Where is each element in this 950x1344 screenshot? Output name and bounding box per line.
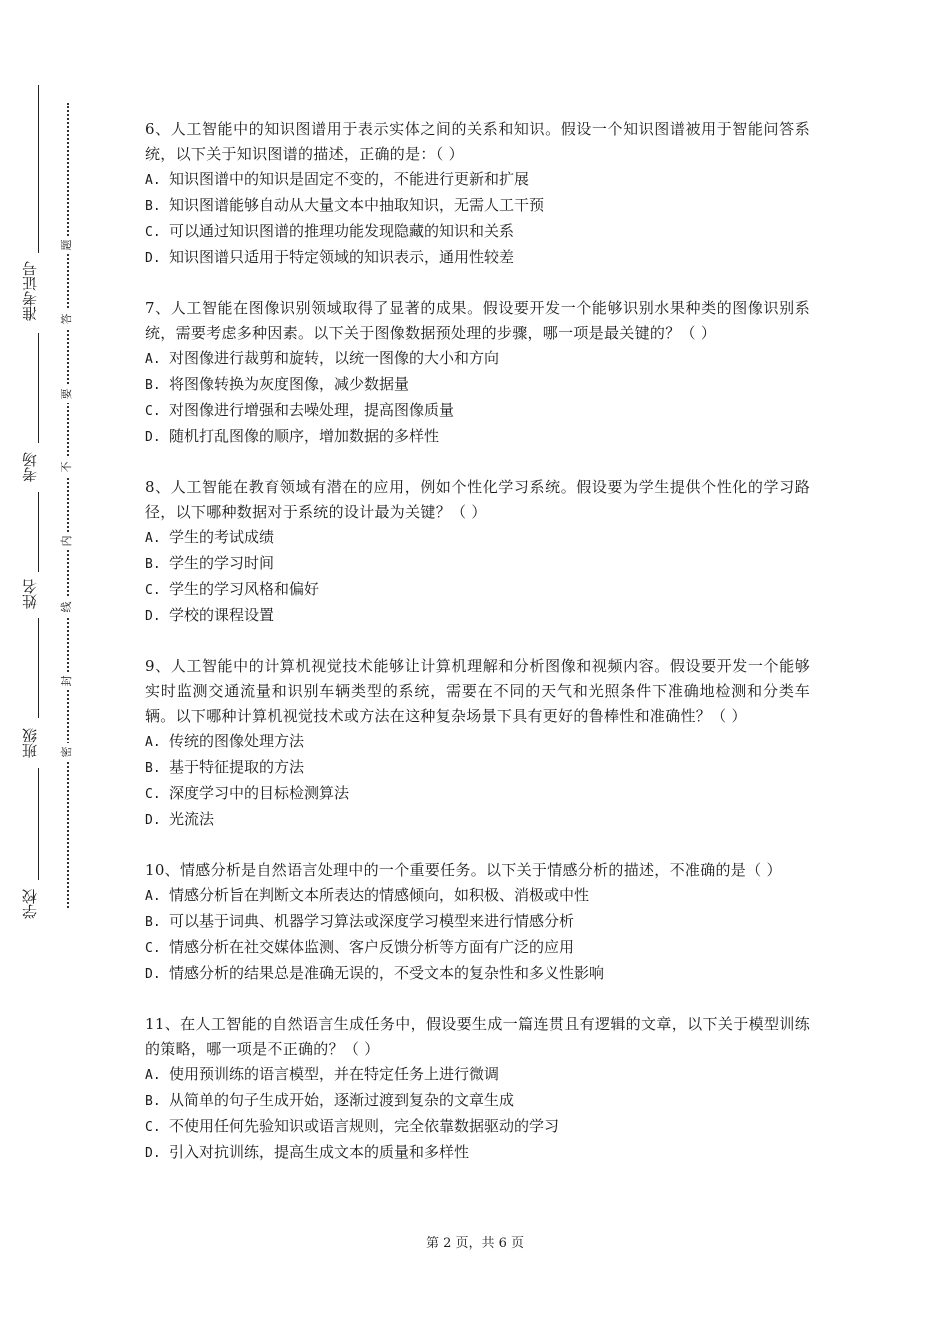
seal-char: 答 [58, 310, 76, 328]
page-number: 第 2 页，共 6 页 [425, 1236, 525, 1251]
option-text: 深度学习中的目标检测算法 [169, 784, 350, 802]
option-letter: D. [145, 1146, 161, 1161]
question-10 [145, 858, 810, 987]
option-letter: D. [145, 967, 161, 982]
option-letter: C. [145, 583, 161, 598]
seal-char: 题 [58, 236, 76, 254]
class-label: 班级 [21, 728, 39, 758]
option-letter: D. [145, 430, 161, 445]
option-d [145, 424, 810, 450]
option-text: 知识图谱能够自动从大量文本中抽取知识，无需人工干预 [169, 196, 545, 214]
question-stem: 6、人工智能中的知识图谱用于表示实体之间的关系和知识。假设一个知识图谱被用于智能问答系统，以下关于知识图谱的描述，正确的是：（ ） [145, 120, 810, 163]
name-label: 姓名 [21, 579, 39, 609]
option-b [145, 1088, 810, 1114]
option-b [145, 755, 810, 781]
option-letter: A. [145, 173, 161, 188]
option-text: 情感分析在社交媒体监测、客户反馈分析等方面有广泛的应用 [169, 938, 575, 956]
option-b [145, 372, 810, 398]
seal-dotted-line [67, 103, 69, 908]
option-letter: B. [145, 761, 161, 776]
question-8 [145, 475, 810, 629]
option-letter: C. [145, 941, 161, 956]
option-d [145, 807, 810, 833]
seal-char: 内 [58, 532, 76, 550]
option-letter: A. [145, 735, 161, 750]
seal-char: 封 [58, 672, 76, 690]
option-a [145, 525, 810, 551]
option-a [145, 167, 810, 193]
option-d [145, 603, 810, 629]
option-text: 知识图谱中的知识是固定不变的，不能进行更新和扩展 [169, 170, 530, 188]
option-letter: B. [145, 915, 161, 930]
option-c [145, 577, 810, 603]
option-a [145, 1062, 810, 1088]
option-a [145, 883, 810, 909]
option-c [145, 935, 810, 961]
seal-char: 线 [58, 598, 76, 616]
question-stem: 11、在人工智能的自然语言生成任务中，假设要生成一篇连贯且有逻辑的文章，以下关于模型训练的策略，哪一项是不正确的？（ ） [145, 1015, 810, 1058]
option-text: 学生的学习风格和偏好 [169, 580, 320, 598]
option-letter: C. [145, 1120, 161, 1135]
question-stem: 8、人工智能在教育领域有潜在的应用，例如个性化学习系统。假设要为学生提供个性化的学习路径，以下哪种数据对于系统的设计最为关键？（ ） [145, 478, 810, 521]
option-text: 引入对抗训练，提高生成文本的质量和多样性 [169, 1143, 470, 1161]
option-letter: C. [145, 225, 161, 240]
option-letter: B. [145, 199, 161, 214]
option-letter: B. [145, 378, 161, 393]
option-c [145, 1114, 810, 1140]
question-9 [145, 654, 810, 833]
option-text: 情感分析的结果总是准确无误的，不受文本的复杂性和多义性影响 [169, 964, 605, 982]
question-6 [145, 117, 810, 271]
option-c [145, 398, 810, 424]
exam-room-label: 考场 [21, 452, 39, 482]
option-text: 情感分析旨在判断文本所表达的情感倾向，如积极、消极或中性 [169, 886, 590, 904]
option-text: 基于特征提取的方法 [169, 758, 305, 776]
question-list [145, 117, 810, 1191]
option-d [145, 245, 810, 271]
binding-line-segment [38, 768, 39, 880]
option-b [145, 193, 810, 219]
question-stem: 9、人工智能中的计算机视觉技术能够让计算机理解和分析图像和视频内容。假设要开发一个能够实时监测交通流量和识别车辆类型的系统，需要在不同的天气和光照条件下准确地检测和分类车辆。以下哪种计算机视觉技术或方法在这种复杂场景下具有更好的鲁棒性和准确性？（ ） [145, 657, 810, 725]
option-text: 光流法 [169, 810, 215, 828]
option-letter: C. [145, 787, 161, 802]
option-letter: D. [145, 813, 161, 828]
binding-line-segment [38, 85, 39, 253]
option-text: 不使用任何先验知识或语言规则，完全依靠数据驱动的学习 [169, 1117, 560, 1135]
option-a [145, 729, 810, 755]
option-text: 学校的课程设置 [169, 606, 275, 624]
option-d [145, 961, 810, 987]
option-b [145, 909, 810, 935]
school-label: 学校 [21, 889, 39, 919]
option-c [145, 781, 810, 807]
seal-char: 不 [58, 458, 76, 476]
option-text: 使用预训练的语言模型，并在特定任务上进行微调 [169, 1065, 500, 1083]
option-text: 从简单的句子生成开始，逐渐过渡到复杂的文章生成 [169, 1091, 515, 1109]
option-text: 学生的考试成绩 [169, 528, 275, 546]
option-text: 学生的学习时间 [169, 554, 275, 572]
option-letter: C. [145, 404, 161, 419]
option-letter: B. [145, 1094, 161, 1109]
option-letter: A. [145, 1068, 161, 1083]
option-text: 随机打乱图像的顺序，增加数据的多样性 [169, 427, 440, 445]
option-d [145, 1140, 810, 1166]
option-text: 可以通过知识图谱的推理功能发现隐藏的知识和关系 [169, 222, 515, 240]
seal-char: 密 [58, 743, 76, 761]
question-11 [145, 1012, 810, 1166]
option-c [145, 219, 810, 245]
seal-char: 要 [58, 385, 76, 403]
binding-line-segment [38, 492, 39, 572]
option-letter: D. [145, 251, 161, 266]
option-text: 将图像转换为灰度图像，减少数据量 [169, 375, 410, 393]
binding-line-segment [38, 333, 39, 443]
option-text: 可以基于词典、机器学习算法或深度学习模型来进行情感分析 [169, 912, 575, 930]
option-text: 对图像进行增强和去噪处理，提高图像质量 [169, 401, 455, 419]
option-letter: A. [145, 352, 161, 367]
question-stem: 7、人工智能在图像识别领域取得了显著的成果。假设要开发一个能够识别水果种类的图像识别系统，需要考虑多种因素。以下关于图像数据预处理的步骤，哪一项是最关键的？（ ） [145, 299, 810, 342]
question-7 [145, 296, 810, 450]
option-letter: D. [145, 609, 161, 624]
exam-number-label: 准考证号 [21, 261, 39, 321]
option-b [145, 551, 810, 577]
option-letter: B. [145, 557, 161, 572]
option-text: 传统的图像处理方法 [169, 732, 305, 750]
option-text: 对图像进行裁剪和旋转，以统一图像的大小和方向 [169, 349, 500, 367]
option-letter: A. [145, 531, 161, 546]
binding-line-segment [38, 618, 39, 718]
option-text: 知识图谱只适用于特定领域的知识表示，通用性较差 [169, 248, 515, 266]
question-stem: 10、情感分析是自然语言处理中的一个重要任务。以下关于情感分析的描述，不准确的是（ ） [145, 861, 782, 879]
option-letter: A. [145, 889, 161, 904]
option-a [145, 346, 810, 372]
